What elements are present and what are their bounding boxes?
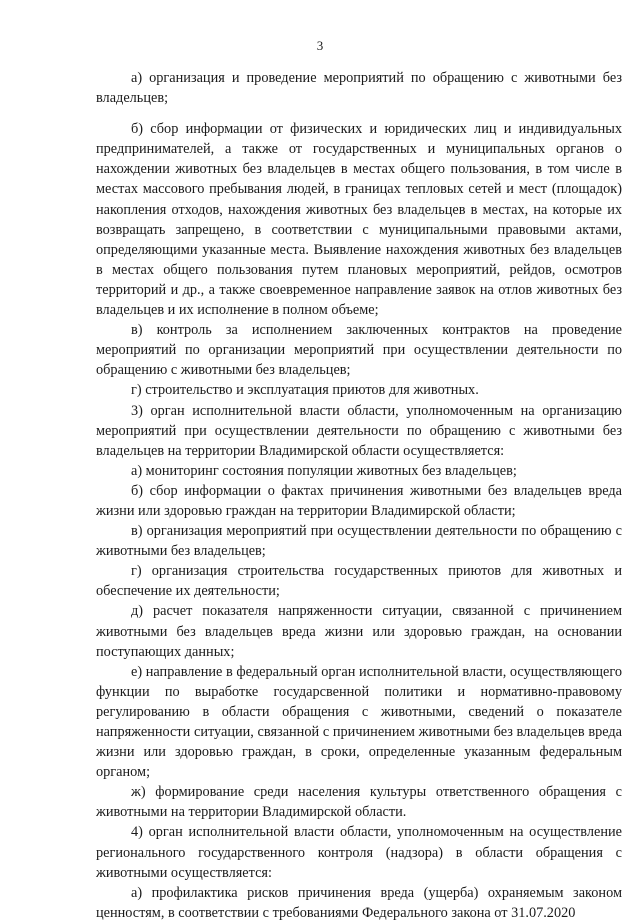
paragraph-item-3zh: ж) формирование среди населения культуры ответственного обращения с животными на территории Владимирской области. (96, 784, 622, 821)
paragraph-3b: б) сбор информации от физических и юридических лиц и индивидуальных предпринимателей, а также от государственных и муниципальных органов о нахождении животных без владельцев в местах общего пользования, в том числе в местах массового пребывания людей, в границах тепловых сетей и мест (площадок) накопления отходов, нахождения животных без владельцев в местах, на которые их возвращать запрещено, в соответствии с муниципальными правовыми актами, определяющими указанные места. Выявление нахождения животных без владельцев в местах общего пользования путем плановых мероприятий, рейдов, осмотров территорий и др., а также своевременное направление заявок на отлов животных без владельцев и их исполнение в полном объеме; (96, 121, 622, 319)
paragraph-3a: а) организация и проведение мероприятий по обращению с животными без владельцев; (96, 70, 622, 107)
paragraph-item-4: 4) орган исполнительной власти области, уполномоченным на осуществление регионального государственного контроля (надзора) в области обращения с животными осуществляется: (96, 824, 622, 881)
paragraph-3v: в) контроль за исполнением заключенных контрактов на проведение мероприятий по организации мероприятий при осуществлении деятельности по обращению с животными без владельцев; (96, 322, 622, 379)
paragraph-item-3: 3) орган исполнительной власти области, уполномоченным на организацию мероприятий при осуществлении деятельности по обращению с животными без владельцев на территории Владимирской области осуществляется: (96, 402, 622, 459)
paragraph-item-3g: г) организация строительства государственных приютов для животных и обеспечение их деятельности; (96, 563, 622, 600)
page-number: 3 (316, 38, 324, 53)
paragraph-item-4a: а) профилактика рисков причинения вреда (ущерба) охраняемым законом ценностям, в соответствии с требованиями Федерального закона от 31.07.2020 (96, 884, 622, 921)
paragraph-item-3a: а) мониторинг состояния популяции животных без владельцев; (131, 462, 517, 479)
paragraph-item-3b: б) сбор информации о фактах причинения животными без владельцев вреда жизни или здоровью граждан на территории Владимирской области; (96, 482, 622, 519)
paragraph-item-3d: д) расчет показателя напряженности ситуации, связанной с причинением животными без владельцев вреда жизни или здоровью граждан, на основании поступающих данных; (96, 603, 622, 660)
paragraph-item-3e: е) направление в федеральный орган исполнительной власти, осуществляющего функции по выработке государсвенной политики и нормативно-правовому регулированию в области обращения с животными, сведений о показателе напряженности ситуации, связанной с причинением животными без владельцев вреда жизни или здоровью граждан, в сроки, определенные указанным федеральным органом; (96, 663, 622, 781)
paragraph-item-3v: в) организация мероприятий при осуществлении деятельности по обращению с животными без владельцев; (96, 523, 622, 560)
document-body (96, 68, 622, 923)
paragraph-3g: г) строительство и эксплуатация приютов для животных. (131, 382, 479, 399)
